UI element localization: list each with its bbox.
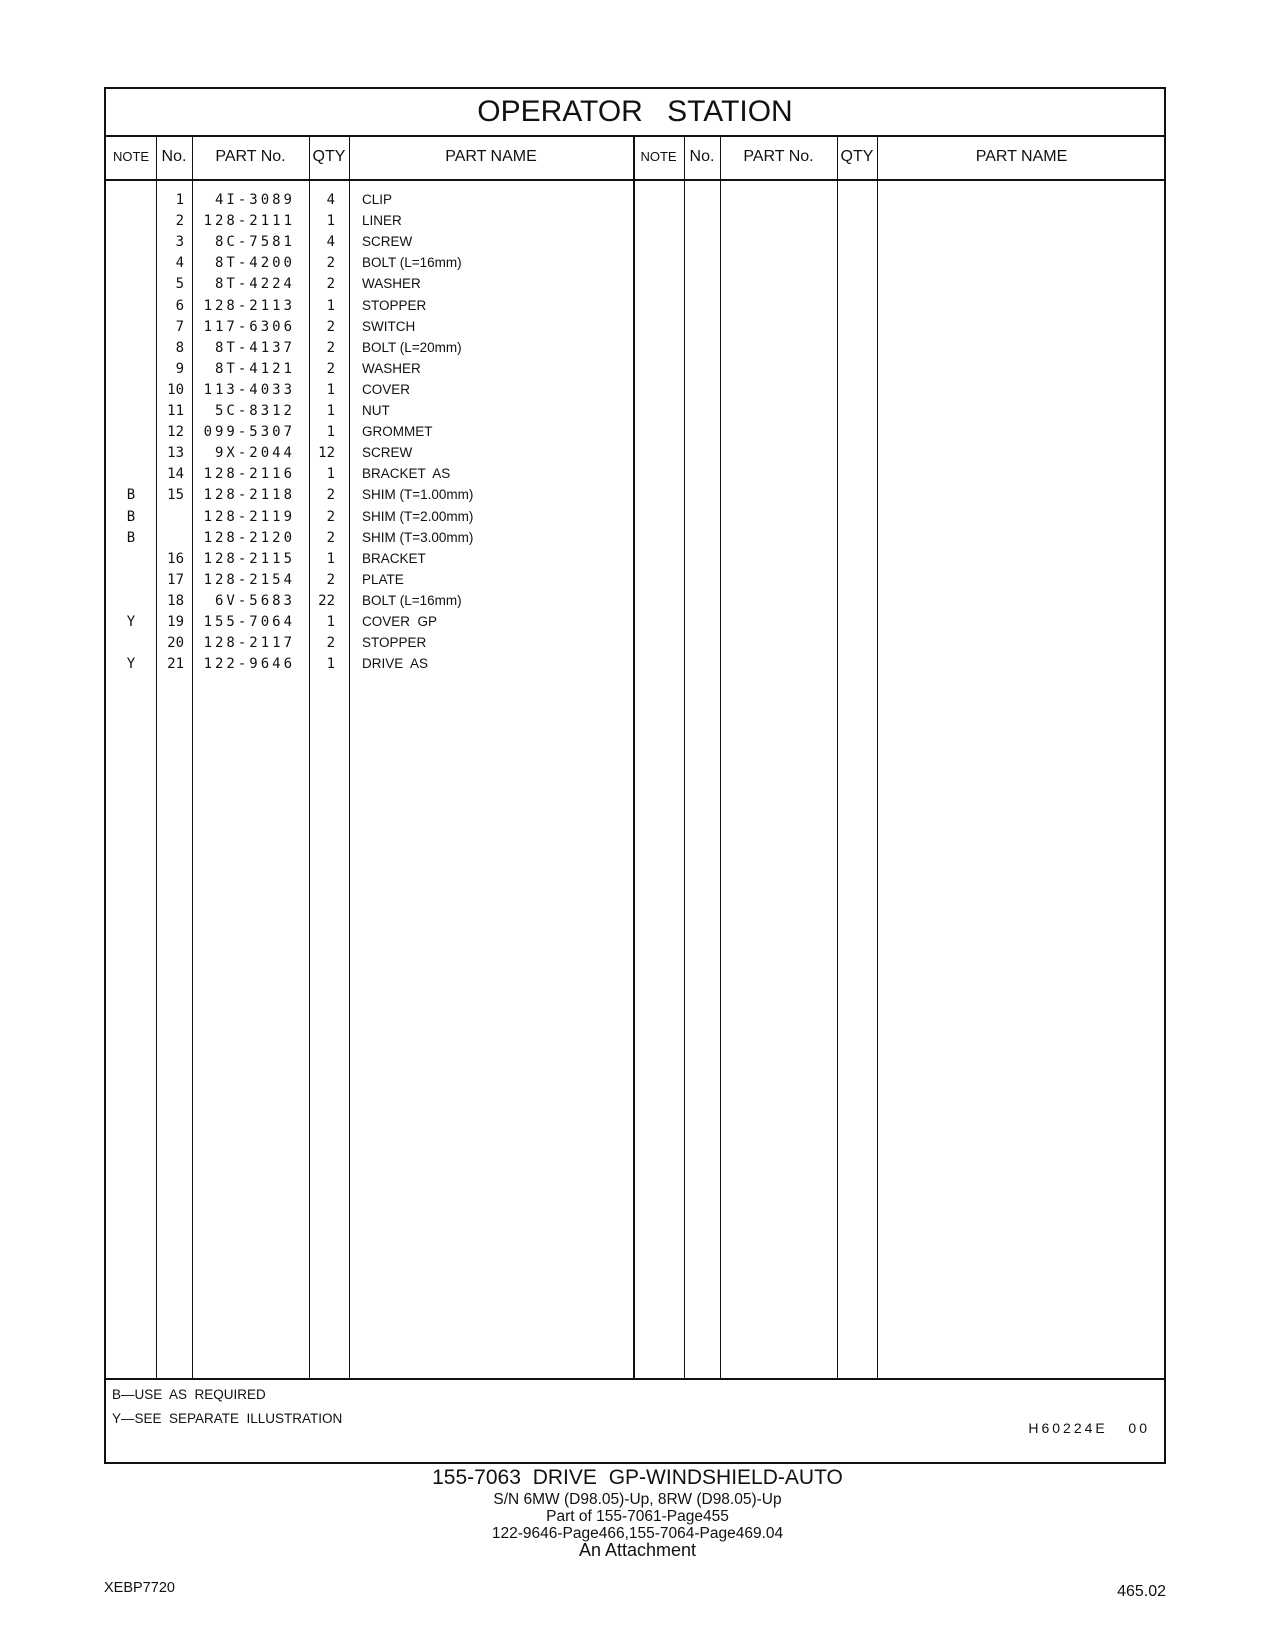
row-quantity: 1 <box>326 466 335 483</box>
row-item-number: 2 <box>175 213 184 230</box>
parts-sheet <box>104 87 1166 1464</box>
row-quantity: 2 <box>326 276 335 293</box>
row-part-number: 128-2116 <box>203 466 295 483</box>
row-part-name: NUT <box>362 403 390 418</box>
header-part-name-left: PART NAME <box>445 148 537 165</box>
row-quantity: 1 <box>326 614 335 630</box>
row-part-name: SWITCH <box>362 318 416 334</box>
row-item-number: 10 <box>167 381 184 398</box>
row-item-number: 20 <box>167 635 184 652</box>
row-item-number: 18 <box>167 592 184 609</box>
row-part-name: COVER GP <box>362 614 438 629</box>
row-quantity: 2 <box>326 529 335 546</box>
row-quantity: 2 <box>326 508 335 525</box>
row-quantity: 1 <box>326 424 335 441</box>
row-part-number: 113-4033 <box>203 381 295 398</box>
header-qty-left: QTY <box>312 148 346 165</box>
row-quantity: 4 <box>326 234 335 251</box>
row-part-name: BOLT (L=20mm) <box>362 339 462 355</box>
table-row <box>106 379 1164 401</box>
table-row <box>106 337 1164 359</box>
table-row <box>106 632 1164 654</box>
header-part-no-left: PART No. <box>215 148 286 165</box>
page-number: 465.02 <box>1117 1583 1166 1600</box>
header-part-name-right: PART NAME <box>975 148 1068 165</box>
row-quantity: 2 <box>326 339 335 356</box>
table-row <box>106 210 1164 232</box>
note-y: Y—SEE SEPARATE ILLUSTRATION <box>112 1411 343 1426</box>
row-quantity: 2 <box>326 318 335 335</box>
row-item-number: 19 <box>167 614 184 630</box>
row-part-number: 128-2120 <box>203 529 295 546</box>
row-quantity: 4 <box>326 192 335 208</box>
table-row <box>106 358 1164 380</box>
row-part-number: 8T-4137 <box>214 339 295 356</box>
row-part-name: COVER <box>362 381 411 397</box>
row-quantity: 1 <box>326 656 335 673</box>
row-item-number: 9 <box>175 360 184 377</box>
row-part-name: CLIP <box>362 192 393 207</box>
table-row <box>106 189 1164 211</box>
row-item-number: 15 <box>167 487 184 504</box>
row-item-number: 5 <box>175 276 184 293</box>
row-item-number: 4 <box>175 255 184 272</box>
row-part-number: 8C-7581 <box>214 234 295 251</box>
row-part-number: 122-9646 <box>203 656 295 673</box>
row-part-number: 128-2117 <box>203 635 295 652</box>
parts-table-body <box>106 179 1164 1378</box>
assembly-title: 155-7063 DRIVE GP-WINDSHIELD-AUTO <box>432 1466 843 1489</box>
row-part-name: SHIM (T=2.00mm) <box>362 508 474 524</box>
table-row <box>106 463 1164 485</box>
row-part-name: WASHER <box>362 276 421 292</box>
row-part-name: BRACKET AS <box>362 466 451 482</box>
table-row <box>106 316 1164 338</box>
note-b: B—USE AS REQUIRED <box>112 1387 266 1402</box>
row-part-name: SCREW <box>362 445 413 461</box>
header-part-no-right: PART No. <box>743 148 814 165</box>
table-row <box>106 653 1164 675</box>
page-title: OPERATOR STATION <box>106 89 1164 137</box>
row-quantity: 2 <box>326 255 335 272</box>
row-quantity: 2 <box>326 487 335 504</box>
row-quantity: 1 <box>326 381 335 398</box>
table-header <box>106 135 1164 181</box>
row-part-name: STOPPER <box>362 297 427 313</box>
row-part-number: 128-2119 <box>203 508 295 525</box>
row-part-number: 117-6306 <box>203 318 295 335</box>
header-note-right: NOTE <box>640 149 677 164</box>
row-note: Y <box>126 614 136 630</box>
table-row <box>106 295 1164 317</box>
row-part-number: 128-2115 <box>203 550 295 567</box>
notes-section <box>106 1378 1164 1466</box>
row-part-number: 9X-2044 <box>214 445 295 462</box>
table-row <box>106 231 1164 253</box>
row-quantity: 12 <box>318 445 335 462</box>
row-part-name: SCREW <box>362 234 413 250</box>
row-quantity: 2 <box>326 571 335 588</box>
row-part-number: 8T-4200 <box>214 255 295 272</box>
attachment-label: An Attachment <box>578 1540 697 1560</box>
row-part-name: BRACKET <box>362 550 426 566</box>
drawing-code: H60224E 00 <box>1028 1420 1150 1436</box>
row-part-number: 8T-4224 <box>214 276 295 293</box>
row-note: B <box>126 487 136 504</box>
row-quantity: 1 <box>326 403 335 419</box>
header-no-right: No. <box>689 148 715 165</box>
row-item-number: 13 <box>167 445 184 462</box>
row-part-number: 6V-5683 <box>214 592 295 609</box>
table-row <box>106 442 1164 464</box>
row-item-number: 1 <box>175 192 184 208</box>
table-row <box>106 400 1164 422</box>
row-part-number: 4I-3089 <box>214 192 295 208</box>
table-row <box>106 484 1164 506</box>
row-part-name: SHIM (T=3.00mm) <box>362 529 474 545</box>
row-item-number: 16 <box>167 550 184 567</box>
row-item-number: 3 <box>175 234 184 251</box>
row-note: B <box>126 508 136 525</box>
row-part-name: BOLT (L=16mm) <box>362 592 462 608</box>
row-note: Y <box>126 656 136 673</box>
header-note-left: NOTE <box>112 149 150 164</box>
row-part-name: WASHER <box>362 360 421 376</box>
row-item-number: 7 <box>175 318 184 335</box>
row-item-number: 12 <box>167 424 184 441</box>
document-id: XEBP7720 <box>104 1580 175 1596</box>
row-part-number: 155-7064 <box>203 614 295 630</box>
row-part-name: SHIM (T=1.00mm) <box>362 487 474 503</box>
row-part-name: GROMMET <box>362 424 433 440</box>
table-row <box>106 611 1164 633</box>
row-quantity: 2 <box>326 635 335 652</box>
row-item-number: 8 <box>175 339 184 356</box>
serial-range: S/N 6MW (D98.05)-Up, 8RW (D98.05)-Up <box>493 1491 782 1508</box>
row-part-number: 099-5307 <box>203 424 295 441</box>
row-part-name: DRIVE AS <box>362 656 429 672</box>
row-quantity: 1 <box>326 550 335 567</box>
table-row <box>106 506 1164 528</box>
table-row <box>106 252 1164 274</box>
table-row <box>106 527 1164 549</box>
row-part-name: PLATE <box>362 571 404 587</box>
row-item-number: 6 <box>175 297 184 314</box>
row-quantity: 2 <box>326 360 335 377</box>
row-part-number: 5C-8312 <box>214 403 295 419</box>
header-qty-right: QTY <box>840 148 874 165</box>
table-row <box>106 421 1164 443</box>
row-part-name: LINER <box>362 213 402 229</box>
row-part-number: 128-2154 <box>203 571 295 588</box>
table-row <box>106 548 1164 570</box>
table-row <box>106 273 1164 295</box>
table-row <box>106 590 1164 612</box>
row-part-name: STOPPER <box>362 635 427 651</box>
row-part-number: 128-2113 <box>203 297 295 314</box>
row-part-number: 8T-4121 <box>214 360 295 377</box>
row-quantity: 22 <box>318 592 335 609</box>
table-row <box>106 569 1164 591</box>
row-quantity: 1 <box>326 213 335 230</box>
row-part-name: BOLT (L=16mm) <box>362 255 462 271</box>
header-no-left: No. <box>161 148 187 165</box>
row-item-number: 14 <box>167 466 184 483</box>
row-item-number: 11 <box>167 403 184 419</box>
part-of-reference: Part of 155-7061-Page455 <box>546 1508 729 1525</box>
row-item-number: 21 <box>167 656 184 673</box>
row-note: B <box>126 529 136 546</box>
row-part-number: 128-2118 <box>203 487 295 504</box>
row-item-number: 17 <box>167 571 184 588</box>
row-quantity: 1 <box>326 297 335 314</box>
cross-reference: 122-9646-Page466,155-7064-Page469.04 <box>491 1525 784 1542</box>
row-part-number: 128-2111 <box>203 213 295 230</box>
